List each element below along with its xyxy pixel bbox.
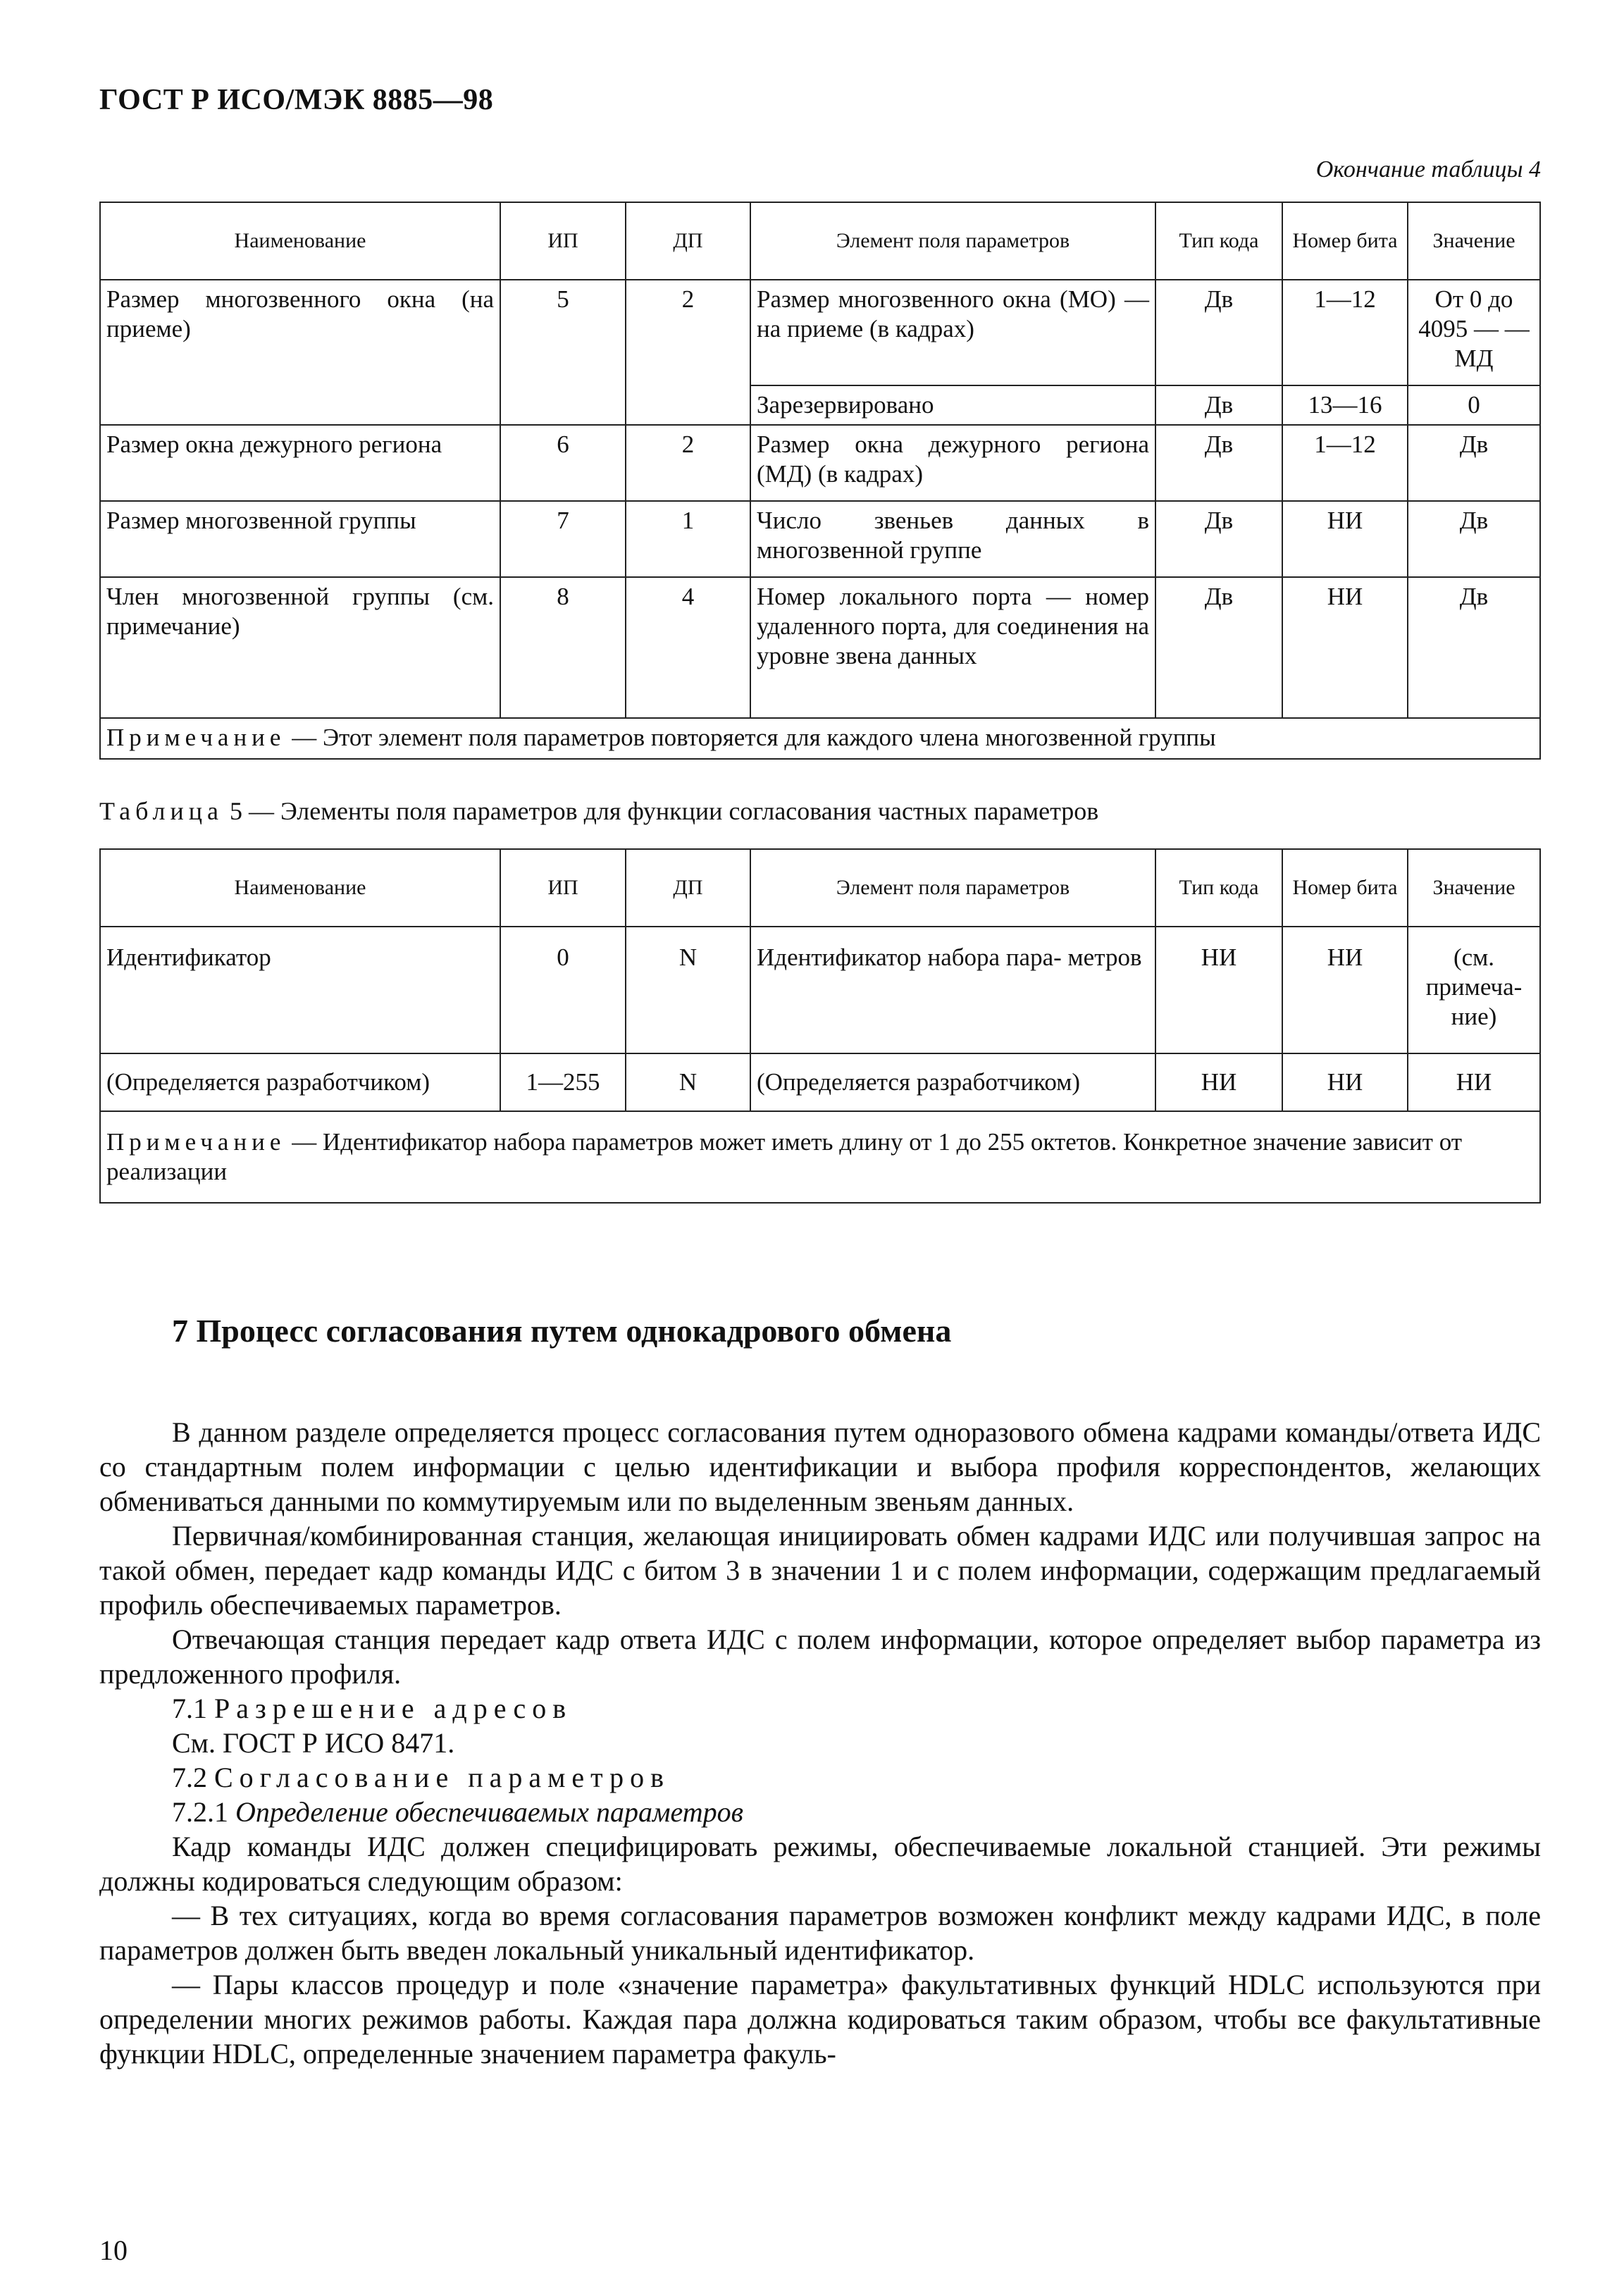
table-cell: (Определяется разработчиком) <box>100 1053 500 1111</box>
table4-col-element: Элемент поля параметров <box>750 202 1155 280</box>
table-cell: 8 <box>500 577 626 718</box>
paragraph: Отвечающая станция передает кадр ответа ИДС с полем информации, которое определяет выбор параметра из предложенного профиля. <box>99 1623 1541 1690</box>
table5-note <box>100 1111 1540 1203</box>
table5-col-value: Значение <box>1408 849 1540 927</box>
table-cell: НИ <box>1155 927 1282 1053</box>
table-row <box>100 425 1540 501</box>
table-cell: Дв <box>1155 425 1282 501</box>
subsection-title: Определение обеспечиваемых параметров <box>235 1796 744 1828</box>
table5-col-dp: ДП <box>626 849 750 927</box>
table4-col-code: Тип кода <box>1155 202 1282 280</box>
paragraph: — Пары классов процедур и поле «значение параметра» факультативных функций HDLC используются при определении многих режимов работы. Каждая пара должна кодироваться таким образом, чтобы все факультативные функции HDLC, определенные значением параметра факуль- <box>99 1969 1541 2070</box>
table-cell: 1—12 <box>1282 425 1408 501</box>
table5-note-row <box>100 1111 1540 1203</box>
table5-col-code: Тип кода <box>1155 849 1282 927</box>
table4-continuation-label: Окончание таблицы 4 <box>1315 156 1541 183</box>
paragraph: Кадр команды ИДС должен специфицировать режимы, обеспечиваемые локальной станцией. Эти режимы должны кодироваться следующим образом: <box>99 1831 1541 1897</box>
table-cell: Член многозвенной группы (см. примечание) <box>100 577 500 718</box>
table-cell: От 0 до 4095 — —МД <box>1408 280 1540 385</box>
table-cell: Дв <box>1408 425 1540 501</box>
subsection-number: 7.2 <box>172 1762 207 1793</box>
table-cell: 6 <box>500 425 626 501</box>
subsection-title: Разрешение адресов <box>214 1693 573 1724</box>
table-cell: Размер многозвенного окна (на приеме) <box>100 280 500 425</box>
table5-col-element: Элемент поля параметров <box>750 849 1155 927</box>
table-row <box>100 1053 1540 1111</box>
table-cell: N <box>626 927 750 1053</box>
table-cell: Идентификатор <box>100 927 500 1053</box>
table-cell: (см. примеча- ние) <box>1408 927 1540 1053</box>
subsection-7-2-1 <box>99 1795 1541 1829</box>
table4-header-row <box>100 202 1540 280</box>
subsection-title: Согласование параметров <box>214 1762 671 1793</box>
table-cell: Зарезервировано <box>750 385 1155 425</box>
table-cell: 2 <box>626 425 750 501</box>
table5-col-name: Наименование <box>100 849 500 927</box>
subsection-number: 7.1 <box>172 1693 207 1724</box>
subsection-7-1 <box>99 1691 1541 1726</box>
table-cell: (Определяется разработчиком) <box>750 1053 1155 1111</box>
table5-caption-label: Таблица <box>99 797 223 825</box>
table-cell: 1—255 <box>500 1053 626 1111</box>
paragraph: В данном разделе определяется процесс согласования путем одноразового обмена кадрами команды/ответа ИДС со стандартным полем информации с целью идентификации и выбора профиля корреспондентов, желающих обмениваться данными по коммутируемым или по выделенным звеньям данных. <box>99 1416 1541 1517</box>
table-row <box>100 927 1540 1053</box>
note-text: — Идентификатор набора параметров может иметь длину от 1 до 255 октетов. Конкретное значение зависит от реализации <box>106 1128 1463 1185</box>
paragraph: — В тех ситуациях, когда во время согласования параметров возможен конфликт между кадрами ИДС, в поле параметров должен быть введен локальный уникальный идентификатор. <box>99 1900 1541 1966</box>
note-label: Примечание <box>106 1128 286 1156</box>
table-cell: Номер локального порта — номер удаленного порта, для соединения на уровне звена данных <box>750 577 1155 718</box>
table-cell: Дв <box>1408 577 1540 718</box>
table-cell: Дв <box>1408 501 1540 577</box>
table4-note <box>100 718 1540 759</box>
note-text: — Этот элемент поля параметров повторяется для каждого члена многозвенной группы <box>285 724 1216 751</box>
section-body <box>99 1415 1541 2071</box>
table-cell: Размер окна дежурного региона (МД) (в кадрах) <box>750 425 1155 501</box>
table5-col-bit: Номер бита <box>1282 849 1408 927</box>
table-cell: Размер окна дежурного региона <box>100 425 500 501</box>
table5-caption <box>99 796 1098 826</box>
table-cell: Дв <box>1155 280 1282 385</box>
table-cell: НИ <box>1155 1053 1282 1111</box>
table5-col-ip: ИП <box>500 849 626 927</box>
paragraph: См. ГОСТ Р ИСО 8471. <box>172 1727 455 1759</box>
table4-note-row <box>100 718 1540 759</box>
table5-header-row <box>100 849 1540 927</box>
table-cell: Размер многозвенного окна (МО) — на приеме (в кадрах) <box>750 280 1155 385</box>
table4-col-value: Значение <box>1408 202 1540 280</box>
table-row <box>100 501 1540 577</box>
table-cell: Дв <box>1155 385 1282 425</box>
table-cell: N <box>626 1053 750 1111</box>
table-row <box>100 577 1540 718</box>
table-cell: 5 <box>500 280 626 425</box>
section-heading: 7 Процесс согласования путем однокадрового обмена <box>172 1313 952 1349</box>
table-cell: 1—12 <box>1282 280 1408 385</box>
table-cell: 4 <box>626 577 750 718</box>
subsection-7-2 <box>99 1760 1541 1795</box>
table4-col-name: Наименование <box>100 202 500 280</box>
page-number: 10 <box>99 2234 128 2266</box>
table-cell: Размер многозвенной группы <box>100 501 500 577</box>
note-label: Примечание <box>106 724 286 751</box>
paragraph: Первичная/комбинированная станция, желающая инициировать обмен кадрами ИДС или получившая запрос на такой обмен, передает кадр команды ИДС с битом 3 в значении 1 и с полем информации, содержащим предлагаемый профиль обеспечиваемых параметров. <box>99 1520 1541 1621</box>
table4-col-bit: Номер бита <box>1282 202 1408 280</box>
table-cell: НИ <box>1282 501 1408 577</box>
table4-col-dp: ДП <box>626 202 750 280</box>
table-cell: Идентификатор набора пара- метров <box>750 927 1155 1053</box>
table-cell: 0 <box>1408 385 1540 425</box>
subsection-number: 7.2.1 <box>172 1796 228 1828</box>
table4-col-ip: ИП <box>500 202 626 280</box>
table-cell: НИ <box>1408 1053 1540 1111</box>
table-cell: 2 <box>626 280 750 425</box>
table-row <box>100 280 1540 385</box>
document-header: ГОСТ Р ИСО/МЭК 8885—98 <box>99 84 494 116</box>
table-cell: НИ <box>1282 927 1408 1053</box>
table5-caption-text: 5 — Элементы поля параметров для функции согласования частных параметров <box>229 797 1099 825</box>
table-cell: 0 <box>500 927 626 1053</box>
table-cell: НИ <box>1282 577 1408 718</box>
table-cell: Дв <box>1155 577 1282 718</box>
table-cell: Число звеньев данных в многозвенной группе <box>750 501 1155 577</box>
table5 <box>99 848 1541 1204</box>
table-cell: 7 <box>500 501 626 577</box>
table-cell: 1 <box>626 501 750 577</box>
table-cell: 13—16 <box>1282 385 1408 425</box>
table-cell: НИ <box>1282 1053 1408 1111</box>
table-cell: Дв <box>1155 501 1282 577</box>
table4 <box>99 202 1541 760</box>
